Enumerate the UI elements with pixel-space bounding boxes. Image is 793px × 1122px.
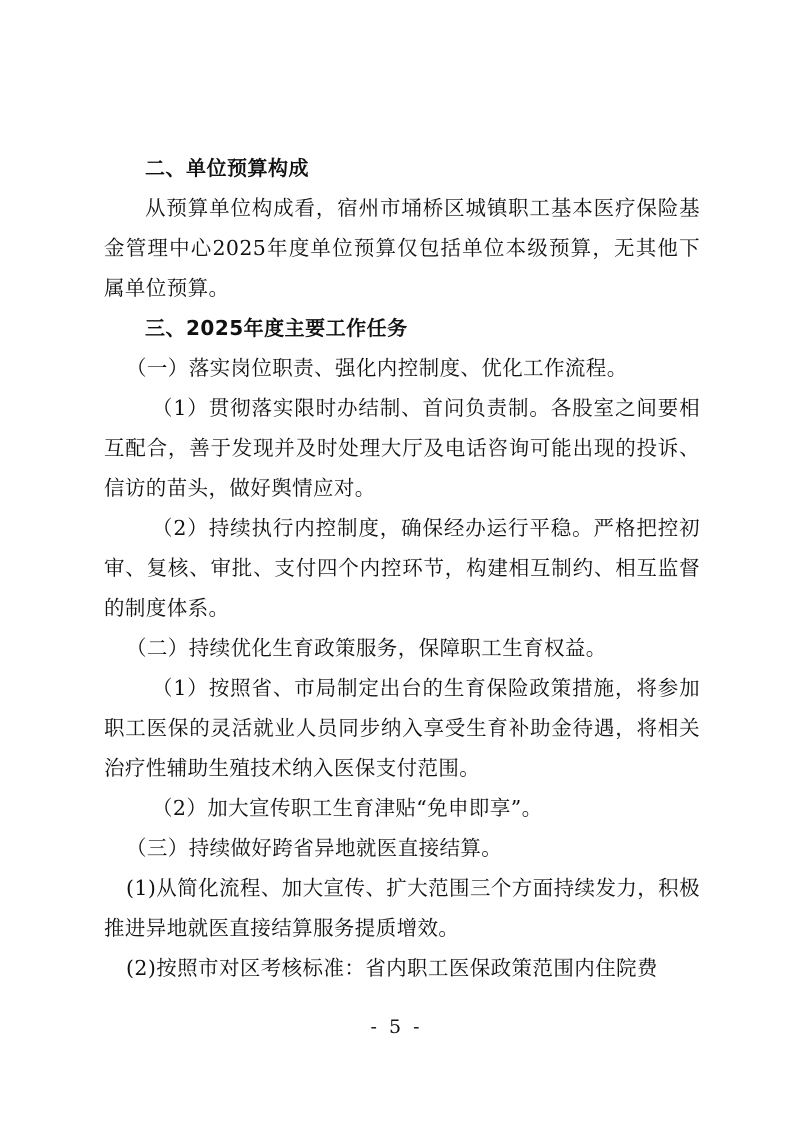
task-item-2-title: （二）持续优化生育政策服务，保障职工生育权益。	[126, 636, 607, 660]
page-number: - 5 -	[370, 1016, 423, 1038]
section-heading-main-tasks: 三、2025年度主要工作任务	[145, 316, 408, 340]
document-body	[104, 148, 700, 988]
task-item-3-sub-2: (2)按照市对区考核标准：省内职工医保政策范围内住院费	[126, 956, 658, 980]
task-item-1-sub-2: （2）持续执行内控制度，确保经办运行平稳。严格把控初审、复核、审批、支付四个内控环节，构建相互制约、相互监督的制度体系。	[104, 516, 700, 620]
budget-composition-paragraph: 从预算单位构成看，宿州市埇桥区城镇职工基本医疗保险基金管理中心2025年度单位预算仅包括单位本级预算，无其他下属单位预算。	[104, 196, 700, 300]
task-item-3-title: （三）持续做好跨省异地就医直接结算。	[126, 836, 503, 860]
section-heading-budget-composition: 二、单位预算构成	[145, 156, 309, 180]
task-item-2-sub-2: （2）加大宣传职工生育津贴“免申即享”。	[152, 796, 543, 820]
task-item-1-title: （一）落实岗位职责、强化内控制度、优化工作流程。	[126, 356, 628, 380]
task-item-2-sub-1: （1）按照省、市局制定出台的生育保险政策措施，将参加职工医保的灵活就业人员同步纳入享受生育补助金待遇，将相关治疗性辅助生殖技术纳入医保支付范围。	[104, 676, 700, 780]
task-item-1-sub-1: （1）贯彻落实限时办结制、首问负责制。各股室之间要相互配合，善于发现并及时处理大厅及电话咨询可能出现的投诉、信访的苗头，做好舆情应对。	[104, 396, 700, 500]
task-item-3-sub-1: (1)从简化流程、加大宣传、扩大范围三个方面持续发力，积极推进异地就医直接结算服务提质增效。	[104, 876, 700, 940]
